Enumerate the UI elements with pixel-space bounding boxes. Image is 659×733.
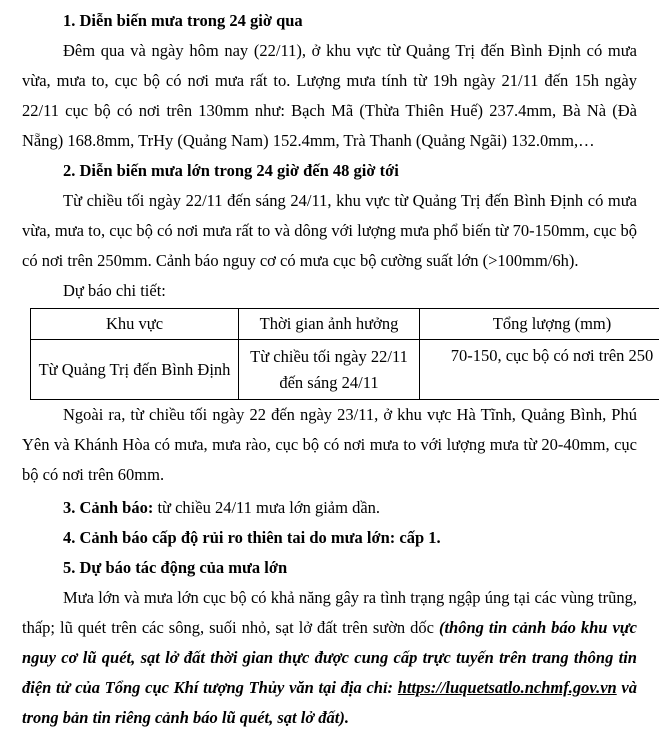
- section-3: [22, 493, 637, 523]
- section-2-body: Từ chiều tối ngày 22/11 đến sáng 24/11, khu vực từ Quảng Trị đến Bình Định có mưa vừa, mưa to, cục bộ có nơi mưa rất to và dông với lượng mưa phổ biến từ 70-150mm, cục bộ có nơi trên 250mm. Cảnh báo nguy cơ có mưa cục bộ cường suất lớn (>100mm/6h).: [22, 186, 637, 276]
- table-row: [31, 340, 659, 400]
- table-header-area: Khu vực: [31, 309, 239, 340]
- section-3-label: 3. Cảnh báo:: [63, 498, 153, 517]
- impact-plain-text: Mưa lớn và mưa lớn cục bộ có khả năng gây ra tình trạng ngập úng tại các vùng trũng, thấp; lũ quét trên các sông, suối nhỏ, sạt lở đất trên sườn dốc: [22, 588, 637, 637]
- section-5-heading: 5. Dự báo tác động của mưa lớn: [22, 553, 637, 583]
- section-5-body: [22, 583, 637, 733]
- table-cell-area: Từ Quảng Trị đến Bình Định: [31, 340, 239, 400]
- impact-emphasis-open: (thông tin cảnh báo khu vực nguy cơ lũ quét, sạt lở đất thời gian thực được cung cấp trực tuyến trên trang thông tin điện tử của Tổng cục Khí tượng Thủy văn tại địa chỉ:: [22, 618, 637, 697]
- table-header-row: [31, 309, 659, 340]
- impact-emphasis-close: và trong bản tin riêng cảnh báo lũ quét, sạt lở đất).: [22, 678, 637, 727]
- forecast-table: [30, 308, 659, 400]
- section-4-heading: 4. Cảnh báo cấp độ rủi ro thiên tai do mưa lớn: cấp 1.: [22, 523, 637, 553]
- section-3-body: từ chiều 24/11 mưa lớn giảm dần.: [153, 498, 380, 517]
- table-cell-total: 70-150, cục bộ có nơi trên 250: [420, 340, 659, 400]
- table-header-total: Tổng lượng (mm): [420, 309, 659, 340]
- table-header-time: Thời gian ảnh hưởng: [239, 309, 420, 340]
- section-2-note: Ngoài ra, từ chiều tối ngày 22 đến ngày 23/11, ở khu vực Hà Tĩnh, Quảng Bình, Phú Yên và Khánh Hòa có mưa, mưa rào, cục bộ có nơi mưa to với lượng mưa từ 20-40mm, cục bộ có nơi trên 60mm.: [22, 400, 637, 490]
- section-2-heading: 2. Diễn biến mưa lớn trong 24 giờ đến 48 giờ tới: [22, 156, 637, 186]
- section-1-heading: 1. Diễn biến mưa trong 24 giờ qua: [22, 6, 637, 36]
- table-cell-time: Từ chiều tối ngày 22/11 đến sáng 24/11: [239, 340, 420, 400]
- flood-warning-url[interactable]: https://luquetsatlo.nchmf.gov.vn: [398, 678, 617, 697]
- section-1-body: Đêm qua và ngày hôm nay (22/11), ở khu vực từ Quảng Trị đến Bình Định có mưa vừa, mưa to, cục bộ có nơi mưa rất to. Lượng mưa tính từ 19h ngày 21/11 đến 15h ngày 22/11 cục bộ có nơi trên 130mm như: Bạch Mã (Thừa Thiên Huế) 237.4mm, Bà Nà (Đà Nẵng) 168.8mm, TrHy (Quảng Nam) 152.4mm, Trà Thanh (Quảng Ngãi) 132.0mm,…: [22, 36, 637, 156]
- forecast-table-caption: Dự báo chi tiết:: [22, 276, 637, 306]
